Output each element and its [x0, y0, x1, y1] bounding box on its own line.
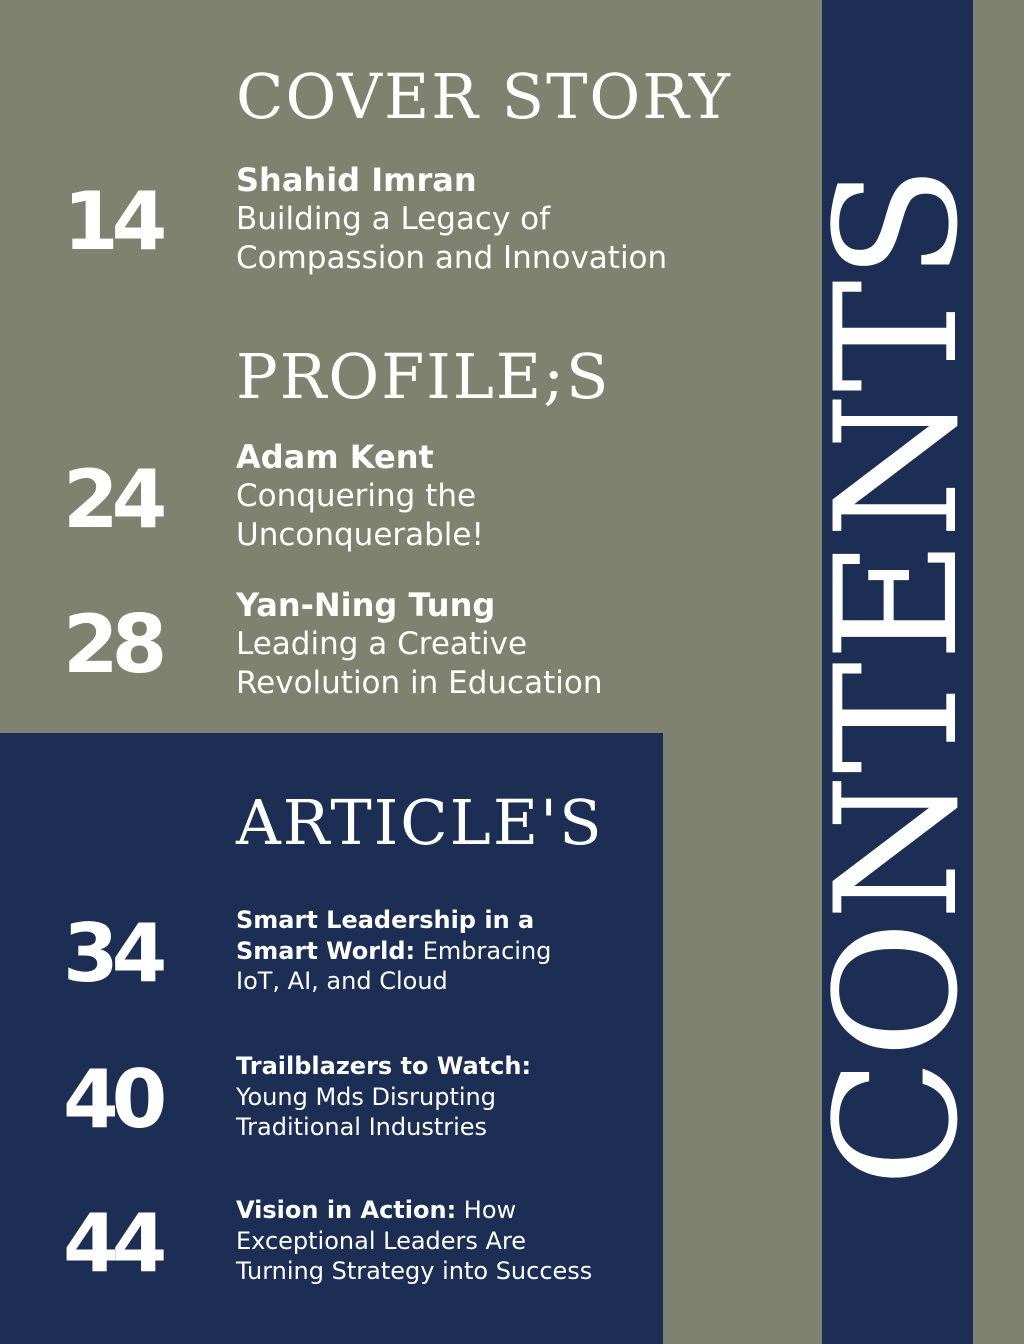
articles-heading: ARTICLE'S: [236, 786, 604, 859]
entry-subtitle-line: Unconquerable!: [236, 517, 484, 553]
article-page-number: 40: [63, 1053, 161, 1146]
article-line: Vision in Action: How: [236, 1196, 517, 1224]
entry-name: Adam Kent: [236, 438, 434, 476]
cover-story-entry[interactable]: [236, 160, 796, 278]
profile-page-number: 24: [63, 453, 161, 546]
article-line: Trailblazers to Watch:: [236, 1052, 532, 1080]
article-entry[interactable]: [236, 905, 656, 997]
profile-entry[interactable]: [236, 585, 796, 703]
profile-entry[interactable]: [236, 437, 796, 555]
entry-subtitle-line: Compassion and Innovation: [236, 240, 668, 276]
article-line: IoT, AI, and Cloud: [236, 967, 448, 995]
article-page-number: 44: [63, 1197, 161, 1290]
article-line: Turning Strategy into Success: [236, 1257, 593, 1285]
article-line: Exceptional Leaders Are: [236, 1226, 527, 1255]
entry-subtitle-line: Revolution in Education: [236, 665, 603, 701]
entry-subtitle-line: Conquering the: [236, 478, 477, 514]
profile-page-number: 28: [63, 598, 161, 691]
entry-subtitle-line: Building a Legacy of: [236, 201, 551, 237]
article-entry[interactable]: [236, 1051, 656, 1143]
article-line: Young Mds Disrupting: [236, 1082, 497, 1111]
article-line: Smart World: Embracing: [236, 936, 552, 965]
article-entry[interactable]: [236, 1195, 656, 1287]
entry-subtitle-line: Leading a Creative: [236, 626, 528, 662]
cover-story-heading: COVER STORY: [236, 60, 732, 133]
article-line: Smart Leadership in a: [236, 906, 535, 934]
cover-story-page-number: 14: [63, 175, 161, 268]
article-page-number: 34: [63, 907, 161, 1000]
entry-name: Shahid Imran: [236, 161, 477, 199]
article-line: Traditional Industries: [236, 1113, 488, 1141]
entry-name: Yan-Ning Tung: [236, 586, 496, 624]
contents-title: CONTENTS: [799, 164, 995, 1188]
profiles-heading: PROFILE;S: [236, 340, 611, 413]
